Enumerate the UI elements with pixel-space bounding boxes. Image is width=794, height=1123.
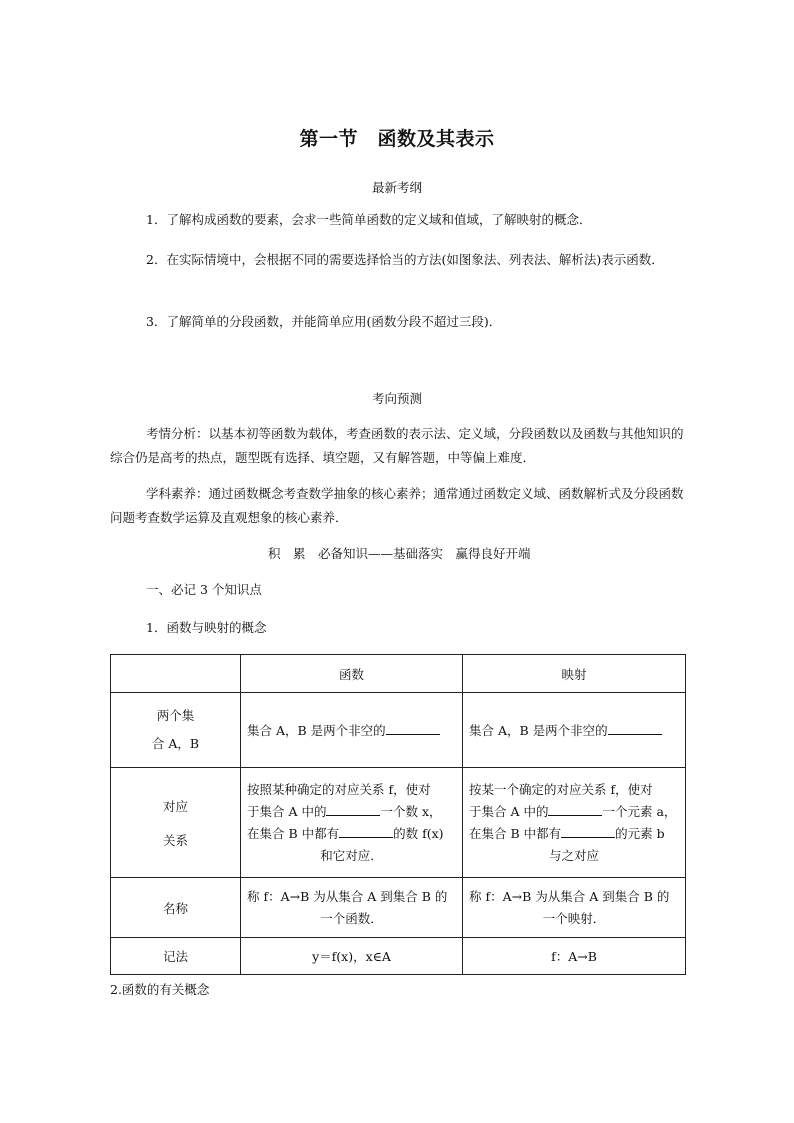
function-sets-text: 集合 A，B 是两个非空的 [247,723,386,738]
function-correspondence-cell [241,768,463,878]
function-name-cell [241,878,463,938]
mapping-notation-cell: f：A→B [463,938,686,975]
table-row [111,768,686,878]
function-name-line1: 称 f：A→B 为从集合 A 到集合 B 的 [247,888,448,904]
row-label-correspondence-line2: 关系 [162,832,188,848]
fill-blank [608,723,662,735]
mapping-corr-line2-a: 于集合 A 中的 [469,803,549,819]
syllabus-item-3: 3．了解简单的分段函数，并能简单应用(函数分段不超过三段)． [146,314,502,329]
row-label-correspondence [111,768,241,878]
row-label-sets [111,693,241,768]
part1-heading: 一、必记 3 个知识点 [146,582,262,597]
forecast-literacy: 学科素养：通过函数概念考查数学抽象的核心素养；通常通过函数定义域、函数解析式及分段函数问题考查数学运算及直观想象的核心素养． [110,486,684,525]
function-corr-line2-b: 一个数 x， [380,803,442,819]
forecast-heading: 考向预测 [371,391,422,406]
function-corr-line3-b: 的数 f(x) [393,825,444,841]
table-row [111,938,686,975]
function-notation-cell: y＝f(x)，x∈A [241,938,463,975]
mapping-corr-line3-a: 在集合 B 中都有 [469,825,562,841]
mapping-corr-line2 [469,801,679,823]
row-label-sets-line2: 合 A，B [151,736,200,751]
table-header-row [111,655,686,693]
syllabus-item-2: 2．在实际情境中，会根据不同的需要选择恰当的方法(如图象法、列表法、解析法)表示函数． [146,252,664,267]
mapping-name-line1: 称 f：A→B 为从集合 A 到集合 B 的 [469,888,670,904]
page-title: 第一节 函数及其表示 [299,128,495,150]
function-name-line2: 一个函数． [320,910,383,926]
fill-blank [386,723,440,735]
fill-blank [326,804,380,816]
table-row [111,693,686,768]
function-corr-line4: 和它对应． [320,847,383,863]
syllabus-item-1: 1．了解构成函数的要素，会求一些简单函数的定义域和值域，了解映射的概念． [146,212,592,227]
point2-heading: 2.函数的有关概念 [110,982,210,997]
table-corner-cell [111,655,241,693]
mapping-corr-line3-b: 的元素 b [615,825,665,841]
fill-blank [548,804,602,816]
forecast-analysis: 考情分析：以基本初等函数为载体，考查函数的表示法、定义域，分段函数以及函数与其他知识的综合仍是高考的热点，题型既有选择、填空题，又有解答题，中等偏上难度． [110,426,684,465]
fill-blank [339,826,393,838]
mapping-sets-text: 集合 A，B 是两个非空的 [469,723,608,738]
mapping-name-line2: 一个映射． [542,910,606,926]
function-corr-line3 [247,823,456,845]
mapping-corr-line2-b: 一个元素 a， [602,803,677,819]
mapping-name-cell [463,878,686,938]
mapping-corr-line3 [469,823,679,845]
row-label-sets-line1: 两个集 [156,708,195,723]
function-corr-line2 [247,801,456,823]
mapping-corr-line4: 与之对应 [548,847,599,863]
function-mapping-table [110,654,686,975]
row-label-correspondence-line1: 对应 [162,798,188,814]
point1-heading: 1．函数与映射的概念 [146,620,267,635]
section-banner: 积 累 必备知识——基础落实 赢得良好开端 [268,546,531,561]
mapping-correspondence-cell [463,768,686,878]
function-corr-line1: 按照某种确定的对应关系 f，使对 [247,781,431,797]
mapping-sets-cell [463,693,686,768]
function-sets-cell [241,693,463,768]
mapping-corr-line1: 按某一个确定的对应关系 f，使对 [469,781,653,797]
table-header-mapping: 映射 [463,655,686,693]
function-corr-line3-a: 在集合 B 中都有 [247,825,340,841]
row-label-notation: 记法 [111,938,241,975]
table-row [111,878,686,938]
syllabus-heading: 最新考纲 [371,180,422,195]
table-header-function: 函数 [241,655,463,693]
fill-blank [561,826,615,838]
row-label-name: 名称 [111,878,241,938]
function-corr-line2-a: 于集合 A 中的 [247,803,327,819]
